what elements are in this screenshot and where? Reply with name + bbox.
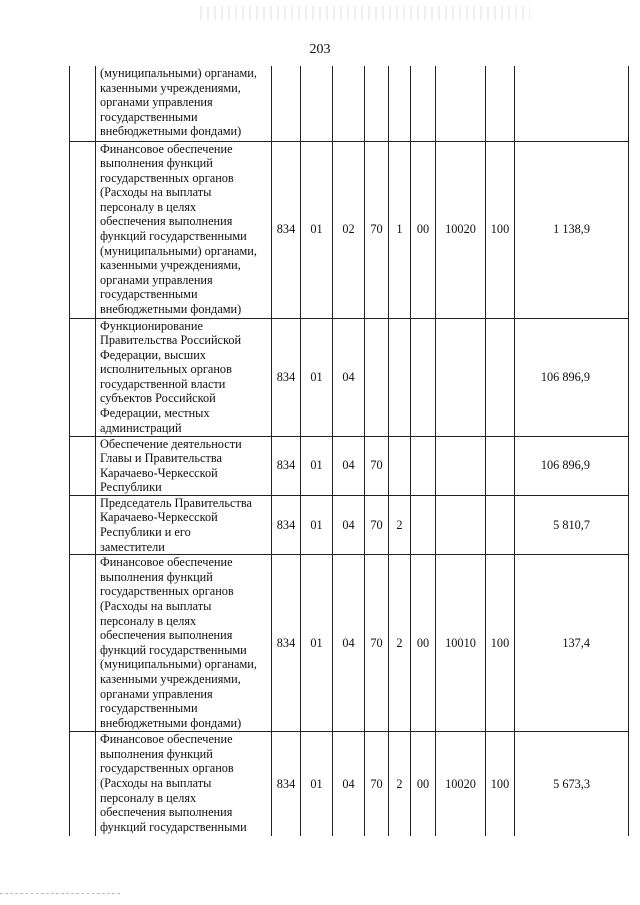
description-cell: Финансовое обеспечение выполнения функций государственных органов (Расходы на выплаты персоналу в целях обеспечения выполнения функций государственными (муниципальными) органами, казенными учреждениями, органами управления государственными внебюджетными фондами)	[96, 555, 272, 732]
amount-cell: 106 896,9	[515, 436, 629, 495]
cs4-cell	[436, 318, 486, 436]
cs3-cell	[411, 495, 436, 554]
pr-cell: 04	[333, 436, 365, 495]
cs2-cell: 2	[389, 555, 411, 732]
cs3-cell	[411, 66, 436, 141]
pr-cell: 04	[333, 495, 365, 554]
table-row	[70, 318, 629, 436]
rz-cell	[301, 66, 333, 141]
vr-cell	[486, 318, 515, 436]
rz-cell: 01	[301, 318, 333, 436]
pr-cell: 04	[333, 555, 365, 732]
description-cell: Функционирование Правительства Российской Федерации, высших исполнительных органов государственной власти субъектов Российской Федерации, местных администраций	[96, 318, 272, 436]
vr-cell: 100	[486, 141, 515, 318]
cs2-cell: 2	[389, 495, 411, 554]
description-cell: Финансовое обеспечение выполнения функций государственных органов (Расходы на выплаты персоналу в целях обеспечения выполнения функций государственными	[96, 732, 272, 836]
rz-cell: 01	[301, 436, 333, 495]
number-cell	[70, 436, 96, 495]
cs4-cell: 10010	[436, 555, 486, 732]
vr-cell	[486, 66, 515, 141]
cs1-cell: 70	[365, 495, 389, 554]
number-cell	[70, 318, 96, 436]
gr-cell: 834	[272, 732, 301, 836]
pr-cell	[333, 66, 365, 141]
cs4-cell	[436, 436, 486, 495]
rz-cell: 01	[301, 141, 333, 318]
cs2-cell: 2	[389, 732, 411, 836]
amount-cell: 106 896,9	[515, 318, 629, 436]
cs3-cell	[411, 318, 436, 436]
vr-cell: 100	[486, 732, 515, 836]
rz-cell: 01	[301, 732, 333, 836]
number-cell	[70, 141, 96, 318]
cs4-cell	[436, 495, 486, 554]
description-cell: Обеспечение деятельности Главы и Правительства Карачаево-Черкесской Республики	[96, 436, 272, 495]
pr-cell: 02	[333, 141, 365, 318]
rz-cell: 01	[301, 555, 333, 732]
scan-footer-artifact	[0, 893, 120, 895]
budget-table	[69, 66, 629, 836]
number-cell	[70, 66, 96, 141]
number-cell	[70, 555, 96, 732]
vr-cell: 100	[486, 555, 515, 732]
gr-cell: 834	[272, 555, 301, 732]
cs4-cell: 10020	[436, 732, 486, 836]
pr-cell: 04	[333, 732, 365, 836]
cs1-cell: 70	[365, 555, 389, 732]
cs4-cell: 10020	[436, 141, 486, 318]
gr-cell: 834	[272, 436, 301, 495]
cs3-cell: 00	[411, 732, 436, 836]
cs1-cell: 70	[365, 141, 389, 318]
cs2-cell	[389, 318, 411, 436]
table-row	[70, 141, 629, 318]
table-row	[70, 495, 629, 554]
description-cell: (муниципальными) органами, казенными учреждениями, органами управления государственными внебюджетными фондами)	[96, 66, 272, 141]
rz-cell: 01	[301, 495, 333, 554]
amount-cell: 137,4	[515, 555, 629, 732]
amount-cell	[515, 66, 629, 141]
pr-cell: 04	[333, 318, 365, 436]
cs1-cell	[365, 66, 389, 141]
amount-cell: 5 673,3	[515, 732, 629, 836]
cs3-cell: 00	[411, 141, 436, 318]
scan-artifact	[200, 6, 530, 20]
gr-cell	[272, 66, 301, 141]
cs1-cell: 70	[365, 732, 389, 836]
cs3-cell: 00	[411, 555, 436, 732]
cs2-cell: 1	[389, 141, 411, 318]
amount-cell: 1 138,9	[515, 141, 629, 318]
gr-cell: 834	[272, 495, 301, 554]
vr-cell	[486, 436, 515, 495]
vr-cell	[486, 495, 515, 554]
amount-cell: 5 810,7	[515, 495, 629, 554]
table-row	[70, 66, 629, 141]
description-cell: Финансовое обеспечение выполнения функций государственных органов (Расходы на выплаты персоналу в целях обеспечения выполнения функций государственными (муниципальными) органами, казенными учреждениями, органами управления государственными внебюджетными фондами)	[96, 141, 272, 318]
page-number: 203	[309, 42, 331, 57]
description-cell: Председатель Правительства Карачаево-Черкесской Республики и его заместители	[96, 495, 272, 554]
gr-cell: 834	[272, 141, 301, 318]
cs4-cell	[436, 66, 486, 141]
table-row	[70, 555, 629, 732]
number-cell	[70, 732, 96, 836]
cs1-cell: 70	[365, 436, 389, 495]
gr-cell: 834	[272, 318, 301, 436]
cs1-cell	[365, 318, 389, 436]
cs2-cell	[389, 66, 411, 141]
number-cell	[70, 495, 96, 554]
cs2-cell	[389, 436, 411, 495]
cs3-cell	[411, 436, 436, 495]
table-row	[70, 436, 629, 495]
table-row	[70, 732, 629, 836]
